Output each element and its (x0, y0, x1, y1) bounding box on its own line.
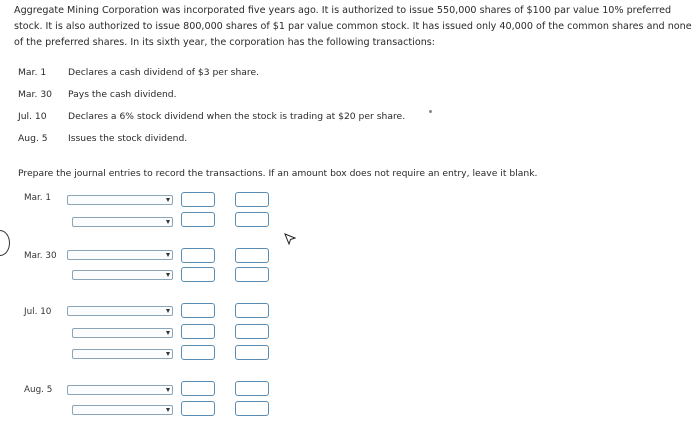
debit-amount-input[interactable] (181, 192, 215, 207)
credit-amount-input[interactable] (235, 401, 269, 416)
transaction-description: Pays the cash dividend. (68, 88, 177, 100)
transaction-row (18, 61, 405, 83)
chevron-down-icon (166, 408, 170, 412)
entry-date-label-aug-5: Aug. 5 (24, 385, 53, 395)
credit-amount-input[interactable] (235, 192, 269, 207)
debit-amount-input[interactable] (181, 345, 215, 360)
chevron-down-icon (166, 273, 170, 277)
chevron-down-icon (166, 309, 170, 313)
account-select[interactable] (72, 328, 173, 338)
account-select[interactable] (72, 270, 173, 280)
credit-amount-input[interactable] (235, 212, 269, 227)
debit-amount-input[interactable] (181, 248, 215, 263)
credit-amount-input[interactable] (235, 381, 269, 396)
debit-amount-input[interactable] (181, 267, 215, 282)
transaction-date: Mar. 30 (18, 88, 53, 100)
debit-amount-input[interactable] (181, 401, 215, 416)
debit-amount-input[interactable] (181, 303, 215, 318)
chevron-down-icon (166, 220, 170, 224)
transaction-date: Jul. 10 (18, 110, 47, 122)
account-select[interactable] (72, 217, 173, 227)
side-circle-marker (0, 230, 10, 256)
transaction-row (18, 83, 405, 105)
debit-amount-input[interactable] (181, 381, 215, 396)
account-select[interactable] (67, 250, 173, 260)
chevron-down-icon (166, 352, 170, 356)
account-select[interactable] (67, 306, 173, 316)
chevron-down-icon (166, 198, 170, 202)
credit-amount-input[interactable] (235, 267, 269, 282)
cursor-icon (284, 233, 296, 245)
instruction-text: Prepare the journal entries to record the transactions. If an amount box does not require an entry, leave it blank. (18, 168, 538, 179)
transaction-row (18, 105, 405, 127)
transaction-description: Declares a cash dividend of $3 per share. (68, 66, 260, 78)
account-select[interactable] (72, 349, 173, 359)
account-select[interactable] (67, 195, 173, 205)
entry-date-label-jul-10: Jul. 10 (24, 307, 52, 317)
stray-mark (429, 110, 432, 113)
transaction-row (18, 127, 405, 149)
debit-amount-input[interactable] (181, 324, 215, 339)
transaction-description: Issues the stock dividend. (68, 132, 188, 144)
account-select[interactable] (67, 385, 173, 395)
problem-statement: Aggregate Mining Corporation was incorporated five years ago. It is authorized to issue 550,000 shares of $100 par value 10% preferred stock. It is also authorized to issue 800,000 shares of $1 par value common stock. It has issued only 40,000 of the common shares and none of the preferred shares. In its sixth year, the corporation has the following transactions: (14, 5, 692, 48)
credit-amount-input[interactable] (235, 248, 269, 263)
transaction-list (18, 61, 405, 149)
account-select[interactable] (72, 405, 173, 415)
entry-date-label-mar-1: Mar. 1 (24, 193, 51, 203)
transaction-date: Aug. 5 (18, 132, 48, 144)
credit-amount-input[interactable] (235, 345, 269, 360)
transaction-date: Mar. 1 (18, 66, 47, 78)
transaction-description: Declares a 6% stock dividend when the stock is trading at $20 per share. (68, 110, 406, 122)
chevron-down-icon (166, 331, 170, 335)
chevron-down-icon (166, 253, 170, 257)
debit-amount-input[interactable] (181, 212, 215, 227)
credit-amount-input[interactable] (235, 303, 269, 318)
credit-amount-input[interactable] (235, 324, 269, 339)
chevron-down-icon (166, 388, 170, 392)
entry-date-label-mar-30: Mar. 30 (24, 251, 57, 261)
